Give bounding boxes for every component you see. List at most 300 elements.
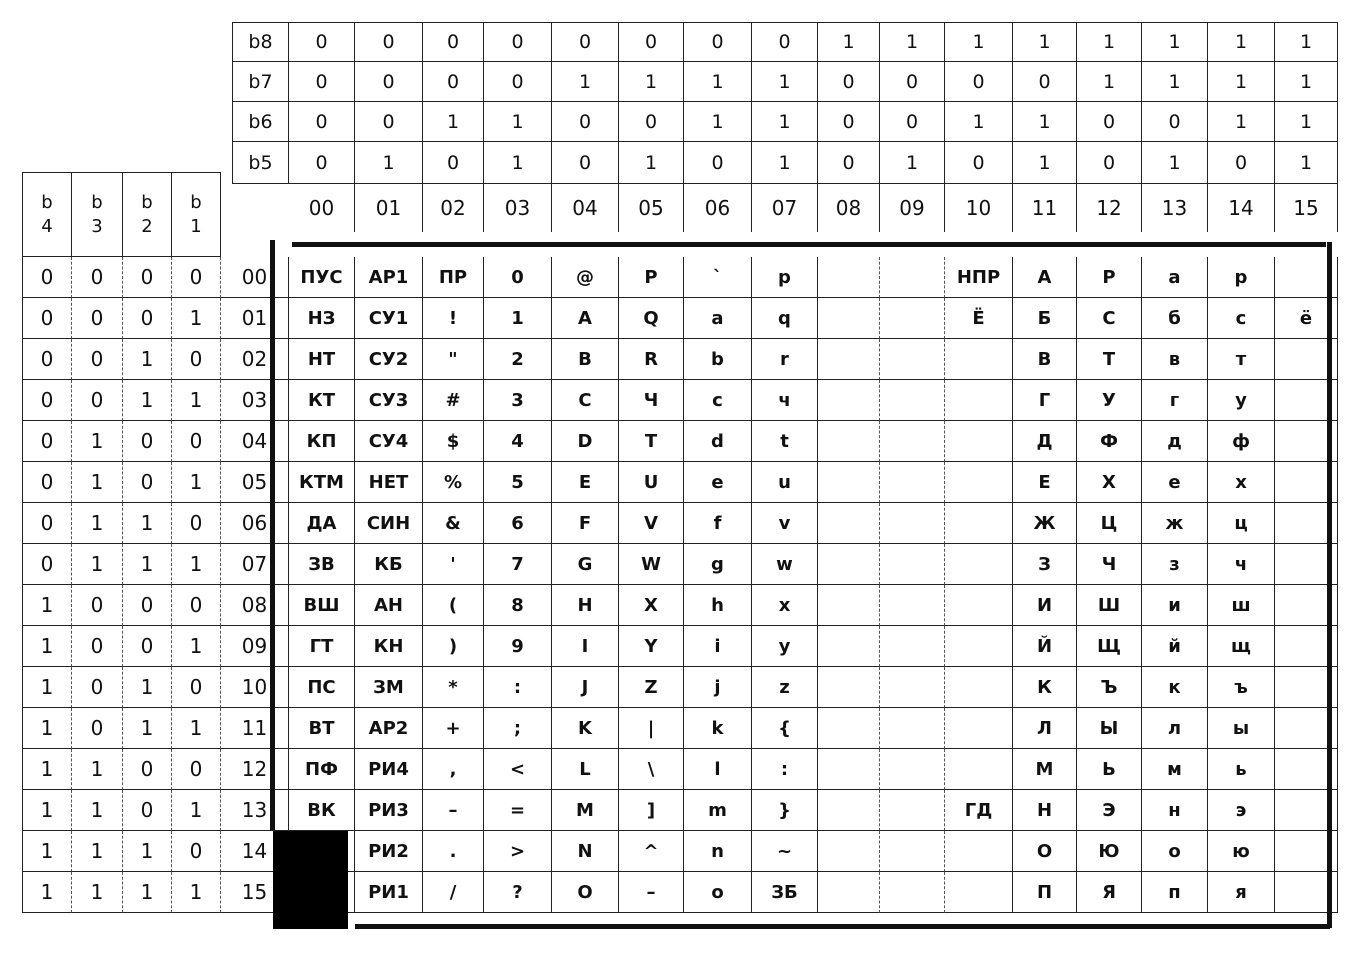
code-cell: Ч (619, 380, 684, 421)
row-number: 12 (221, 749, 289, 790)
low-bit-label (172, 172, 221, 257)
row-number: 13 (221, 790, 289, 831)
high-bit-value: 0 (880, 62, 945, 102)
code-cell (818, 339, 880, 380)
code-cell: И (1013, 585, 1077, 626)
code-cell: | (619, 708, 684, 749)
row-bit-value: 1 (22, 626, 72, 667)
code-cell (818, 380, 880, 421)
code-cell: АН (355, 585, 423, 626)
code-cell: ч (1208, 544, 1275, 585)
code-cell: щ (1208, 626, 1275, 667)
high-bit-value: 0 (552, 22, 619, 62)
high-bit-value: 0 (1142, 102, 1208, 142)
row-number: 08 (221, 585, 289, 626)
code-cell: ( (423, 585, 484, 626)
row-bit-value: 0 (72, 708, 123, 749)
code-cell: C (552, 380, 619, 421)
code-cell: о (1142, 831, 1208, 872)
code-cell: КБ (355, 544, 423, 585)
code-cell (880, 339, 945, 380)
code-cell (818, 872, 880, 913)
row-bit-value: 1 (123, 544, 172, 585)
code-cell: л (1142, 708, 1208, 749)
column-number: 05 (619, 184, 684, 232)
code-cell (945, 462, 1013, 503)
row-bit-value: 1 (172, 298, 221, 339)
high-bit-value: 1 (752, 142, 818, 184)
code-cell: H (552, 585, 619, 626)
code-cell: Q (619, 298, 684, 339)
row-number: 09 (221, 626, 289, 667)
code-cell (945, 585, 1013, 626)
high-bit-value: 0 (423, 142, 484, 184)
code-cell: Я (1077, 872, 1142, 913)
high-bit-value: 1 (1275, 62, 1338, 102)
code-cell: ) (423, 626, 484, 667)
code-cell: Щ (1077, 626, 1142, 667)
row-bit-value: 1 (123, 831, 172, 872)
high-bit-value: 0 (684, 142, 752, 184)
code-cell: q (752, 298, 818, 339)
code-cell (880, 298, 945, 339)
code-cell: O (552, 872, 619, 913)
code-cell: j (684, 667, 752, 708)
code-cell: X (619, 585, 684, 626)
row-number: 11 (221, 708, 289, 749)
row-bit-value: 0 (172, 749, 221, 790)
code-cell: НТ (289, 339, 355, 380)
code-cell (880, 708, 945, 749)
code-cell: к (1142, 667, 1208, 708)
code-cell: й (1142, 626, 1208, 667)
row-bit-value: 0 (72, 298, 123, 339)
code-cell: m (684, 790, 752, 831)
row-bit-value: 0 (123, 626, 172, 667)
right-edge-rule (1327, 242, 1332, 928)
code-cell: К (1013, 667, 1077, 708)
low-bit-label-part: b (190, 191, 202, 213)
row-bit-value: 1 (72, 831, 123, 872)
high-bit-value: 1 (423, 102, 484, 142)
code-cell: J (552, 667, 619, 708)
code-cell: Б (1013, 298, 1077, 339)
code-cell (945, 831, 1013, 872)
code-cell: РИ4 (355, 749, 423, 790)
code-cell: РИ1 (355, 872, 423, 913)
code-cell: $ (423, 421, 484, 462)
code-cell: { (752, 708, 818, 749)
code-cell: б (1142, 298, 1208, 339)
code-cell: ЗМ (355, 667, 423, 708)
code-cell: ` (684, 257, 752, 298)
code-cell (818, 421, 880, 462)
code-cell: ы (1208, 708, 1275, 749)
row-bit-value: 1 (72, 872, 123, 913)
row-bit-value: 1 (72, 503, 123, 544)
row-bit-value: 1 (22, 708, 72, 749)
code-cell: Z (619, 667, 684, 708)
row-bit-value: 1 (172, 462, 221, 503)
high-bit-value: 0 (484, 22, 552, 62)
code-cell: K (552, 708, 619, 749)
code-cell: R (619, 339, 684, 380)
code-cell: НЕТ (355, 462, 423, 503)
code-cell (880, 585, 945, 626)
high-bit-value: 0 (818, 62, 880, 102)
code-cell: ' (423, 544, 484, 585)
code-cell: W (619, 544, 684, 585)
code-cell: КТ (289, 380, 355, 421)
row-bit-value: 0 (172, 339, 221, 380)
code-cell: c (684, 380, 752, 421)
code-cell: Ё (945, 298, 1013, 339)
filled-block (273, 831, 348, 929)
row-bit-value: 1 (22, 749, 72, 790)
column-number: 13 (1142, 184, 1208, 232)
high-bit-value: 0 (423, 22, 484, 62)
row-bit-value: 1 (123, 339, 172, 380)
code-cell: Ш (1077, 585, 1142, 626)
code-cell: в (1142, 339, 1208, 380)
high-bit-value: 0 (552, 142, 619, 184)
high-bit-value: 1 (1142, 22, 1208, 62)
high-bit-value: 1 (619, 142, 684, 184)
code-cell: ъ (1208, 667, 1275, 708)
code-cell: ч (752, 380, 818, 421)
code-cell: u (752, 462, 818, 503)
low-bit-label-part: 2 (141, 215, 153, 237)
high-bit-value: 1 (1013, 142, 1077, 184)
code-cell (945, 544, 1013, 585)
code-cell: У (1077, 380, 1142, 421)
code-cell: a (684, 298, 752, 339)
code-cell (880, 667, 945, 708)
column-number: 04 (552, 184, 619, 232)
code-cell: T (619, 421, 684, 462)
code-cell: СУ2 (355, 339, 423, 380)
code-cell: w (752, 544, 818, 585)
row-divider-rule (270, 240, 275, 830)
code-cell (818, 257, 880, 298)
column-number: 06 (684, 184, 752, 232)
code-cell: , (423, 749, 484, 790)
row-bit-value: 0 (22, 544, 72, 585)
high-bit-value: 0 (945, 142, 1013, 184)
high-bit-value: 0 (752, 22, 818, 62)
code-cell (880, 790, 945, 831)
row-bit-value: 0 (123, 462, 172, 503)
code-cell: ~ (752, 831, 818, 872)
row-bit-value: 0 (22, 257, 72, 298)
code-cell: В (1013, 339, 1077, 380)
column-number: 12 (1077, 184, 1142, 232)
code-cell: 0 (484, 257, 552, 298)
code-cell (945, 421, 1013, 462)
code-cell: с (1208, 298, 1275, 339)
code-cell (880, 872, 945, 913)
code-cell: Й (1013, 626, 1077, 667)
high-bit-value: 0 (289, 142, 355, 184)
code-cell: С (1077, 298, 1142, 339)
high-bit-value: 0 (684, 22, 752, 62)
code-cell: P (619, 257, 684, 298)
high-bit-value: 1 (1013, 102, 1077, 142)
column-number: 15 (1275, 184, 1338, 232)
code-cell: Э (1077, 790, 1142, 831)
code-cell: ; (484, 708, 552, 749)
low-bit-label (22, 172, 72, 257)
code-cell: Ъ (1077, 667, 1142, 708)
column-number: 09 (880, 184, 945, 232)
code-cell (945, 339, 1013, 380)
row-bit-value: 1 (22, 667, 72, 708)
high-bit-value: 1 (1013, 22, 1077, 62)
low-bit-label-part: 1 (190, 215, 202, 237)
code-cell: РИ3 (355, 790, 423, 831)
code-cell: k (684, 708, 752, 749)
row-bit-value: 0 (72, 585, 123, 626)
code-cell: I (552, 626, 619, 667)
code-cell: ^ (619, 831, 684, 872)
low-bit-label-part: b (91, 191, 103, 213)
high-bit-value: 0 (289, 102, 355, 142)
code-cell: E (552, 462, 619, 503)
column-number: 08 (818, 184, 880, 232)
code-cell: СУ1 (355, 298, 423, 339)
code-cell: Х (1077, 462, 1142, 503)
row-bit-value: 1 (72, 462, 123, 503)
high-bit-value: 1 (1275, 22, 1338, 62)
code-cell: Г (1013, 380, 1077, 421)
code-cell: ё (1275, 298, 1338, 339)
code-cell: З (1013, 544, 1077, 585)
code-cell (818, 503, 880, 544)
row-bit-value: 1 (72, 544, 123, 585)
high-bit-value: 1 (1208, 102, 1275, 142)
code-cell: Ц (1077, 503, 1142, 544)
row-bit-value: 0 (22, 380, 72, 421)
code-cell: x (752, 585, 818, 626)
high-bit-value: 0 (1013, 62, 1077, 102)
code-cell: Т (1077, 339, 1142, 380)
high-bit-value: 0 (289, 22, 355, 62)
code-cell: ЗВ (289, 544, 355, 585)
code-cell (880, 380, 945, 421)
code-cell: П (1013, 872, 1077, 913)
low-bit-label-part: b (41, 191, 53, 213)
high-bit-value: 1 (1142, 142, 1208, 184)
row-bit-value: 0 (22, 462, 72, 503)
row-bit-value: 1 (22, 831, 72, 872)
code-cell (818, 831, 880, 872)
code-cell: ю (1208, 831, 1275, 872)
row-bit-value: 1 (22, 790, 72, 831)
code-cell: Y (619, 626, 684, 667)
code-cell: A (552, 298, 619, 339)
code-cell: СИН (355, 503, 423, 544)
code-cell: г (1142, 380, 1208, 421)
code-cell: f (684, 503, 752, 544)
high-bit-value: 1 (355, 142, 423, 184)
code-cell: v (752, 503, 818, 544)
code-cell: ВК (289, 790, 355, 831)
code-cell: ПФ (289, 749, 355, 790)
code-cell: Н (1013, 790, 1077, 831)
row-bit-value: 0 (123, 585, 172, 626)
row-bit-value: 1 (123, 503, 172, 544)
code-cell: Ж (1013, 503, 1077, 544)
row-bit-value: 0 (172, 667, 221, 708)
high-bit-value: 1 (1142, 62, 1208, 102)
code-cell (945, 749, 1013, 790)
code-cell: " (423, 339, 484, 380)
code-cell: G (552, 544, 619, 585)
code-cell (945, 872, 1013, 913)
code-cell: y (752, 626, 818, 667)
row-bit-value: 1 (72, 421, 123, 462)
high-bit-value: 0 (423, 62, 484, 102)
code-cell: D (552, 421, 619, 462)
row-bit-value: 0 (22, 339, 72, 380)
code-cell: Л (1013, 708, 1077, 749)
code-cell: ГД (945, 790, 1013, 831)
code-cell: l (684, 749, 752, 790)
code-cell: Ы (1077, 708, 1142, 749)
row-bit-value: 0 (123, 421, 172, 462)
code-cell: & (423, 503, 484, 544)
high-bit-value: 0 (484, 62, 552, 102)
code-cell: ц (1208, 503, 1275, 544)
code-cell: ! (423, 298, 484, 339)
high-bit-value: 1 (752, 102, 818, 142)
code-cell (945, 626, 1013, 667)
row-number: 14 (221, 831, 289, 872)
high-bit-value: 0 (818, 102, 880, 142)
row-bit-value: 1 (72, 790, 123, 831)
code-cell (818, 626, 880, 667)
code-cell: \ (619, 749, 684, 790)
code-cell: – (619, 872, 684, 913)
code-cell (818, 462, 880, 503)
high-bit-value: 0 (355, 102, 423, 142)
code-cell: з (1142, 544, 1208, 585)
code-cell: ПР (423, 257, 484, 298)
code-cell (818, 790, 880, 831)
row-bit-value: 1 (172, 708, 221, 749)
code-cell: t (752, 421, 818, 462)
code-cell: V (619, 503, 684, 544)
high-bit-value: 1 (484, 102, 552, 142)
high-bit-value: 0 (355, 62, 423, 102)
code-cell (880, 257, 945, 298)
code-cell: ] (619, 790, 684, 831)
code-cell: э (1208, 790, 1275, 831)
row-bit-value: 1 (172, 380, 221, 421)
low-bit-label (72, 172, 123, 257)
code-cell: НЗ (289, 298, 355, 339)
high-bit-value: 0 (619, 22, 684, 62)
code-cell: } (752, 790, 818, 831)
column-number: 10 (945, 184, 1013, 232)
code-cell: N (552, 831, 619, 872)
low-bit-label-part: 3 (91, 215, 103, 237)
high-bit-value: 1 (619, 62, 684, 102)
high-bit-value: 1 (484, 142, 552, 184)
row-bit-value: 0 (172, 421, 221, 462)
code-cell: i (684, 626, 752, 667)
code-cell: = (484, 790, 552, 831)
code-cell: – (423, 790, 484, 831)
code-cell: 9 (484, 626, 552, 667)
code-cell: 8 (484, 585, 552, 626)
code-cell: Р (1077, 257, 1142, 298)
high-bit-value: 1 (1077, 62, 1142, 102)
high-bit-value: 0 (619, 102, 684, 142)
code-cell: О (1013, 831, 1077, 872)
low-bit-label (123, 172, 172, 257)
high-bit-value: 0 (880, 102, 945, 142)
code-cell: . (423, 831, 484, 872)
row-bit-value: 0 (22, 421, 72, 462)
row-bit-value: 0 (172, 831, 221, 872)
code-cell: ф (1208, 421, 1275, 462)
high-bit-label: b6 (232, 102, 289, 142)
code-cell: : (484, 667, 552, 708)
row-bit-value: 0 (72, 257, 123, 298)
header-rule (292, 242, 1326, 247)
code-cell: 6 (484, 503, 552, 544)
code-cell: @ (552, 257, 619, 298)
row-number: 03 (221, 380, 289, 421)
code-cell: А (1013, 257, 1077, 298)
bottom-rule (355, 924, 1330, 929)
row-bit-value: 0 (123, 790, 172, 831)
row-bit-value: 1 (172, 790, 221, 831)
high-bit-value: 1 (1208, 22, 1275, 62)
row-bit-value: 1 (22, 585, 72, 626)
row-bit-value: 0 (172, 257, 221, 298)
code-cell: # (423, 380, 484, 421)
high-bit-label: b5 (232, 142, 289, 184)
high-bit-value: 0 (945, 62, 1013, 102)
code-cell (818, 585, 880, 626)
code-cell: НПР (945, 257, 1013, 298)
code-cell: 4 (484, 421, 552, 462)
code-cell: и (1142, 585, 1208, 626)
row-bit-value: 1 (123, 380, 172, 421)
code-cell: е (1142, 462, 1208, 503)
row-bit-value: 0 (22, 503, 72, 544)
row-bit-value: 0 (72, 380, 123, 421)
row-number: 02 (221, 339, 289, 380)
code-cell: КТМ (289, 462, 355, 503)
code-cell: Е (1013, 462, 1077, 503)
code-cell: Д (1013, 421, 1077, 462)
code-cell (818, 708, 880, 749)
code-cell: < (484, 749, 552, 790)
code-cell (818, 544, 880, 585)
code-cell: ВШ (289, 585, 355, 626)
row-bit-value: 0 (72, 626, 123, 667)
code-cell: b (684, 339, 752, 380)
high-bit-value: 0 (552, 102, 619, 142)
code-cell: АР1 (355, 257, 423, 298)
code-cell: Ю (1077, 831, 1142, 872)
row-number: 06 (221, 503, 289, 544)
code-cell: 3 (484, 380, 552, 421)
row-bit-value: 0 (123, 257, 172, 298)
